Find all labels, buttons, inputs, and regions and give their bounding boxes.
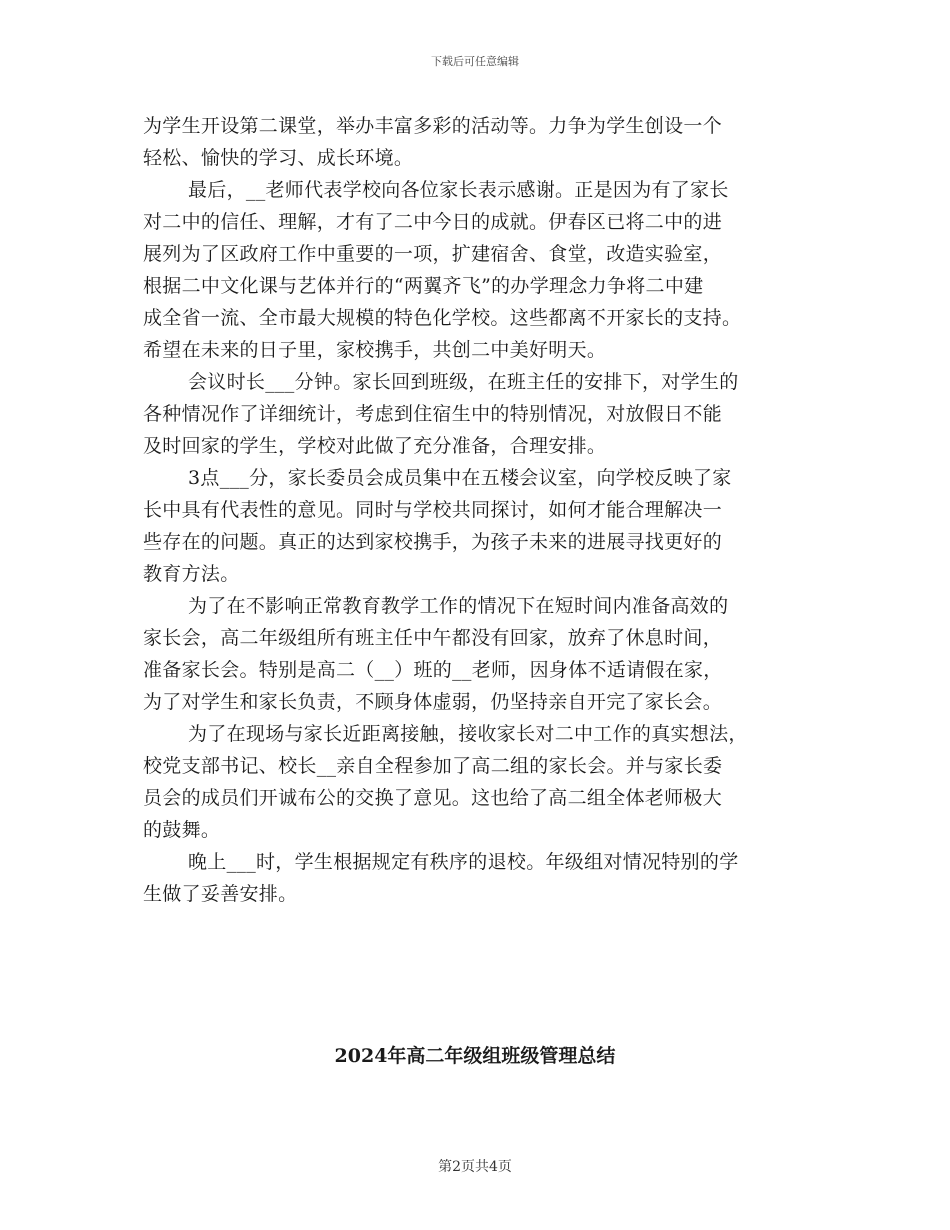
paragraph-start-line: 会议时长___分钟。家长回到班级，在班主任的安排下，对学生的 bbox=[188, 371, 739, 393]
section-title: 2024年高二年级组班级管理总结 bbox=[334, 1045, 616, 1067]
text-line: 轻松、愉快的学习、成长环境。 bbox=[143, 147, 414, 169]
text-line: 员会的成员们开诚布公的交换了意见。这也给了高二组全体老师极大 bbox=[143, 787, 723, 809]
paragraph-start-line: 为了在现场与家长近距离接触，接收家长对二中工作的真实想法， bbox=[188, 723, 748, 745]
paragraph-start-line: 为了在不影响正常教育教学工作的情况下在短时间内准备高效的 bbox=[188, 595, 729, 617]
text-line: 校党支部书记、校长__亲自全程参加了高二组的家长会。并与家长委 bbox=[143, 755, 723, 777]
text-line: 成全省一流、全市最大规模的特色化学校。这些都离不开家长的支持。 bbox=[143, 307, 742, 329]
text-line: 生做了妥善安排。 bbox=[143, 883, 298, 905]
text-line: 根据二中文化课与艺体并行的“两翼齐飞”的办学理念力争将二中建 bbox=[143, 275, 704, 297]
text-line: 展列为了区政府工作中重要的一项，扩建宿舍、食堂，改造实验室， bbox=[143, 243, 723, 265]
text-line: 为了对学生和家长负责，不顾身体虚弱，仍坚持亲自开完了家长会。 bbox=[143, 691, 723, 713]
text-line: 为学生开设第二课堂，举办丰富多彩的活动等。力争为学生创设一个 bbox=[143, 115, 723, 137]
text-line: 的鼓舞。 bbox=[143, 819, 221, 841]
text-line: 及时回家的学生，学校对此做了充分准备，合理安排。 bbox=[143, 435, 607, 457]
paragraph-start-line: 晚上___时，学生根据规定有秩序的退校。年级组对情况特别的学 bbox=[188, 851, 739, 873]
text-line: 各种情况作了详细统计，考虑到住宿生中的特别情况，对放假日不能 bbox=[143, 403, 723, 425]
document-body bbox=[143, 110, 809, 910]
text-line: 希望在未来的日子里，家校携手，共创二中美好明天。 bbox=[143, 339, 607, 361]
page-header: 下载后可任意编辑 bbox=[431, 55, 519, 68]
text-line: 准备家长会。特别是高二（__）班的__老师，因身体不适请假在家， bbox=[143, 659, 723, 681]
text-line: 家长会，高二年级组所有班主任中午都没有回家，放弃了休息时间， bbox=[143, 627, 723, 649]
text-line: 教育方法。 bbox=[143, 563, 240, 585]
text-line: 对二中的信任、理解，才有了二中今日的成就。伊春区已将二中的进 bbox=[143, 211, 723, 233]
page-number: 第2页共4页 bbox=[438, 1159, 512, 1175]
text-line: 些存在的问题。真正的达到家校携手，为孩子未来的进展寻找更好的 bbox=[143, 531, 723, 553]
paragraph-start-line: 最后，__老师代表学校向各位家长表示感谢。正是因为有了家长 bbox=[188, 179, 729, 201]
paragraph-start-line: 3点___分，家长委员会成员集中在五楼会议室，向学校反映了家 bbox=[188, 467, 732, 489]
text-line: 长中具有代表性的意见。同时与学校共同探讨，如何才能合理解决一 bbox=[143, 499, 723, 521]
